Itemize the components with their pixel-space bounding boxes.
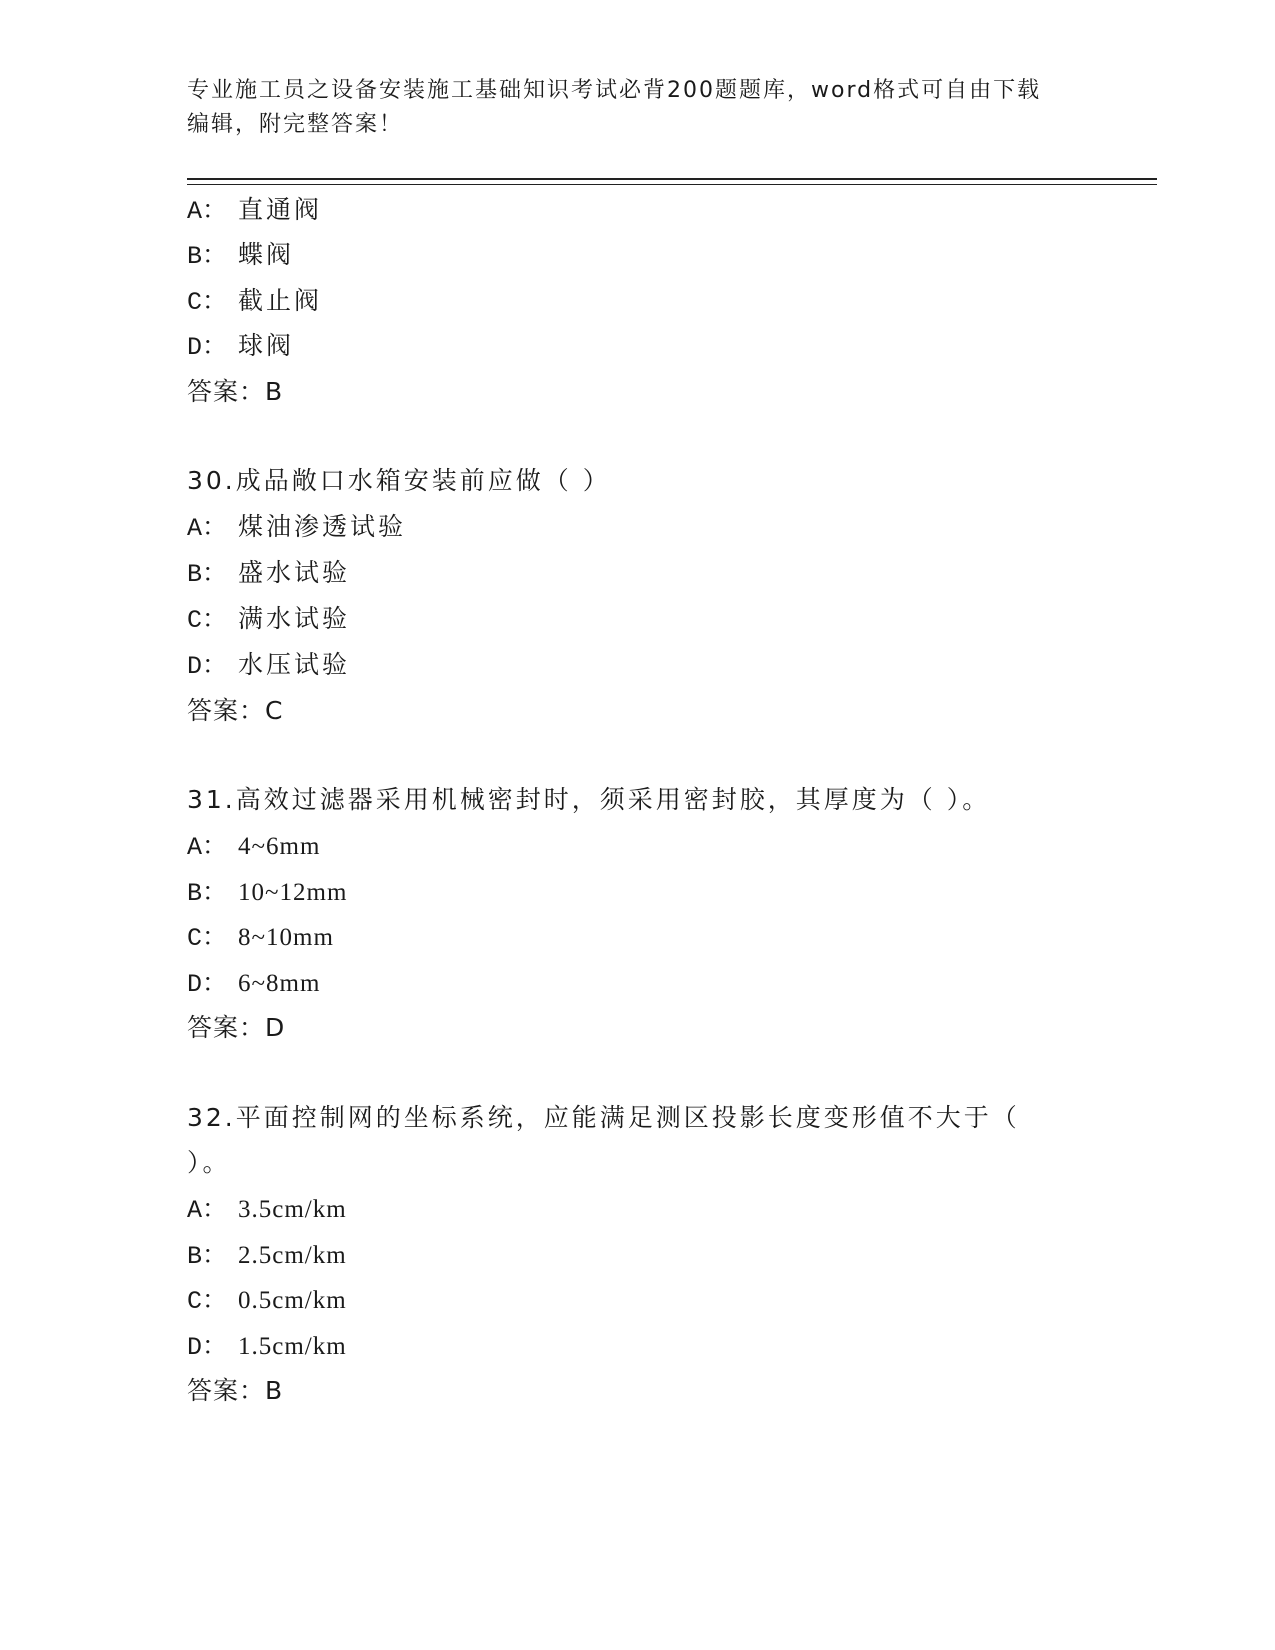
option-text: 0.5cm/km (237, 1287, 347, 1314)
question-32: 32.平面控制网的坐标系统，应能满足测区投影长度变形值不大于（ (187, 1103, 1020, 1132)
option-c (187, 604, 350, 636)
option-letter: A： (187, 197, 228, 226)
option-text: 2.5cm/km (237, 1242, 347, 1269)
document-header (187, 74, 1067, 142)
header-divider-thin (187, 184, 1157, 185)
question-32-continued: ）。 (187, 1148, 231, 1177)
option-letter: D： (187, 1333, 228, 1362)
option-letter: B： (187, 560, 228, 589)
option-text: 煤油渗透试验 (237, 512, 406, 541)
option-letter: D： (187, 970, 228, 999)
option-text: 满水试验 (237, 604, 350, 633)
option-text: 6~8mm (237, 970, 321, 997)
header-divider (187, 178, 1157, 180)
option-letter: B： (187, 879, 228, 908)
option-text: 球阀 (237, 331, 294, 360)
option-b (187, 1240, 347, 1272)
question-30: 30.成品敞口水箱安装前应做（ ） (187, 466, 611, 495)
option-d (187, 1331, 347, 1363)
option-a (187, 195, 322, 227)
header-title-line-2: 编辑，附完整答案！ (187, 112, 404, 137)
answer: 答案：B (187, 377, 284, 406)
option-letter: B： (187, 242, 228, 271)
answer: 答案：C (187, 696, 284, 725)
option-letter: A： (187, 1196, 228, 1225)
option-text: 10~12mm (237, 879, 348, 906)
option-text: 1.5cm/km (237, 1333, 347, 1360)
option-letter: D： (187, 652, 228, 681)
answer: 答案：D (187, 1013, 286, 1042)
option-d (187, 968, 320, 1000)
option-b (187, 558, 350, 590)
option-letter: B： (187, 1242, 228, 1271)
option-b (187, 877, 347, 909)
option-a (187, 1194, 347, 1226)
option-letter: C： (187, 288, 228, 317)
option-d (187, 331, 294, 363)
option-text: 截止阀 (237, 286, 322, 315)
answer: 答案：B (187, 1376, 284, 1405)
option-text: 8~10mm (237, 924, 334, 951)
option-text: 3.5cm/km (237, 1196, 347, 1223)
option-letter: D： (187, 333, 228, 362)
option-letter: C： (187, 1287, 228, 1316)
option-letter: A： (187, 514, 228, 543)
option-c (187, 922, 334, 954)
option-text: 蝶阀 (237, 240, 294, 269)
option-letter: C： (187, 606, 228, 635)
option-text: 直通阀 (237, 195, 322, 224)
option-c (187, 286, 322, 318)
option-d (187, 650, 350, 682)
option-b (187, 240, 294, 272)
option-c (187, 1285, 347, 1317)
option-text: 盛水试验 (237, 558, 350, 587)
header-title-line-1: 专业施工员之设备安装施工基础知识考试必背200题题库，word格式可自由下载 (187, 78, 1042, 103)
option-text: 水压试验 (237, 650, 350, 679)
option-letter: A： (187, 833, 228, 862)
option-letter: C： (187, 924, 228, 953)
option-a (187, 512, 406, 544)
option-a (187, 831, 320, 863)
option-text: 4~6mm (237, 833, 321, 860)
question-31: 31.高效过滤器采用机械密封时，须采用密封胶，其厚度为（ ）。 (187, 785, 991, 814)
